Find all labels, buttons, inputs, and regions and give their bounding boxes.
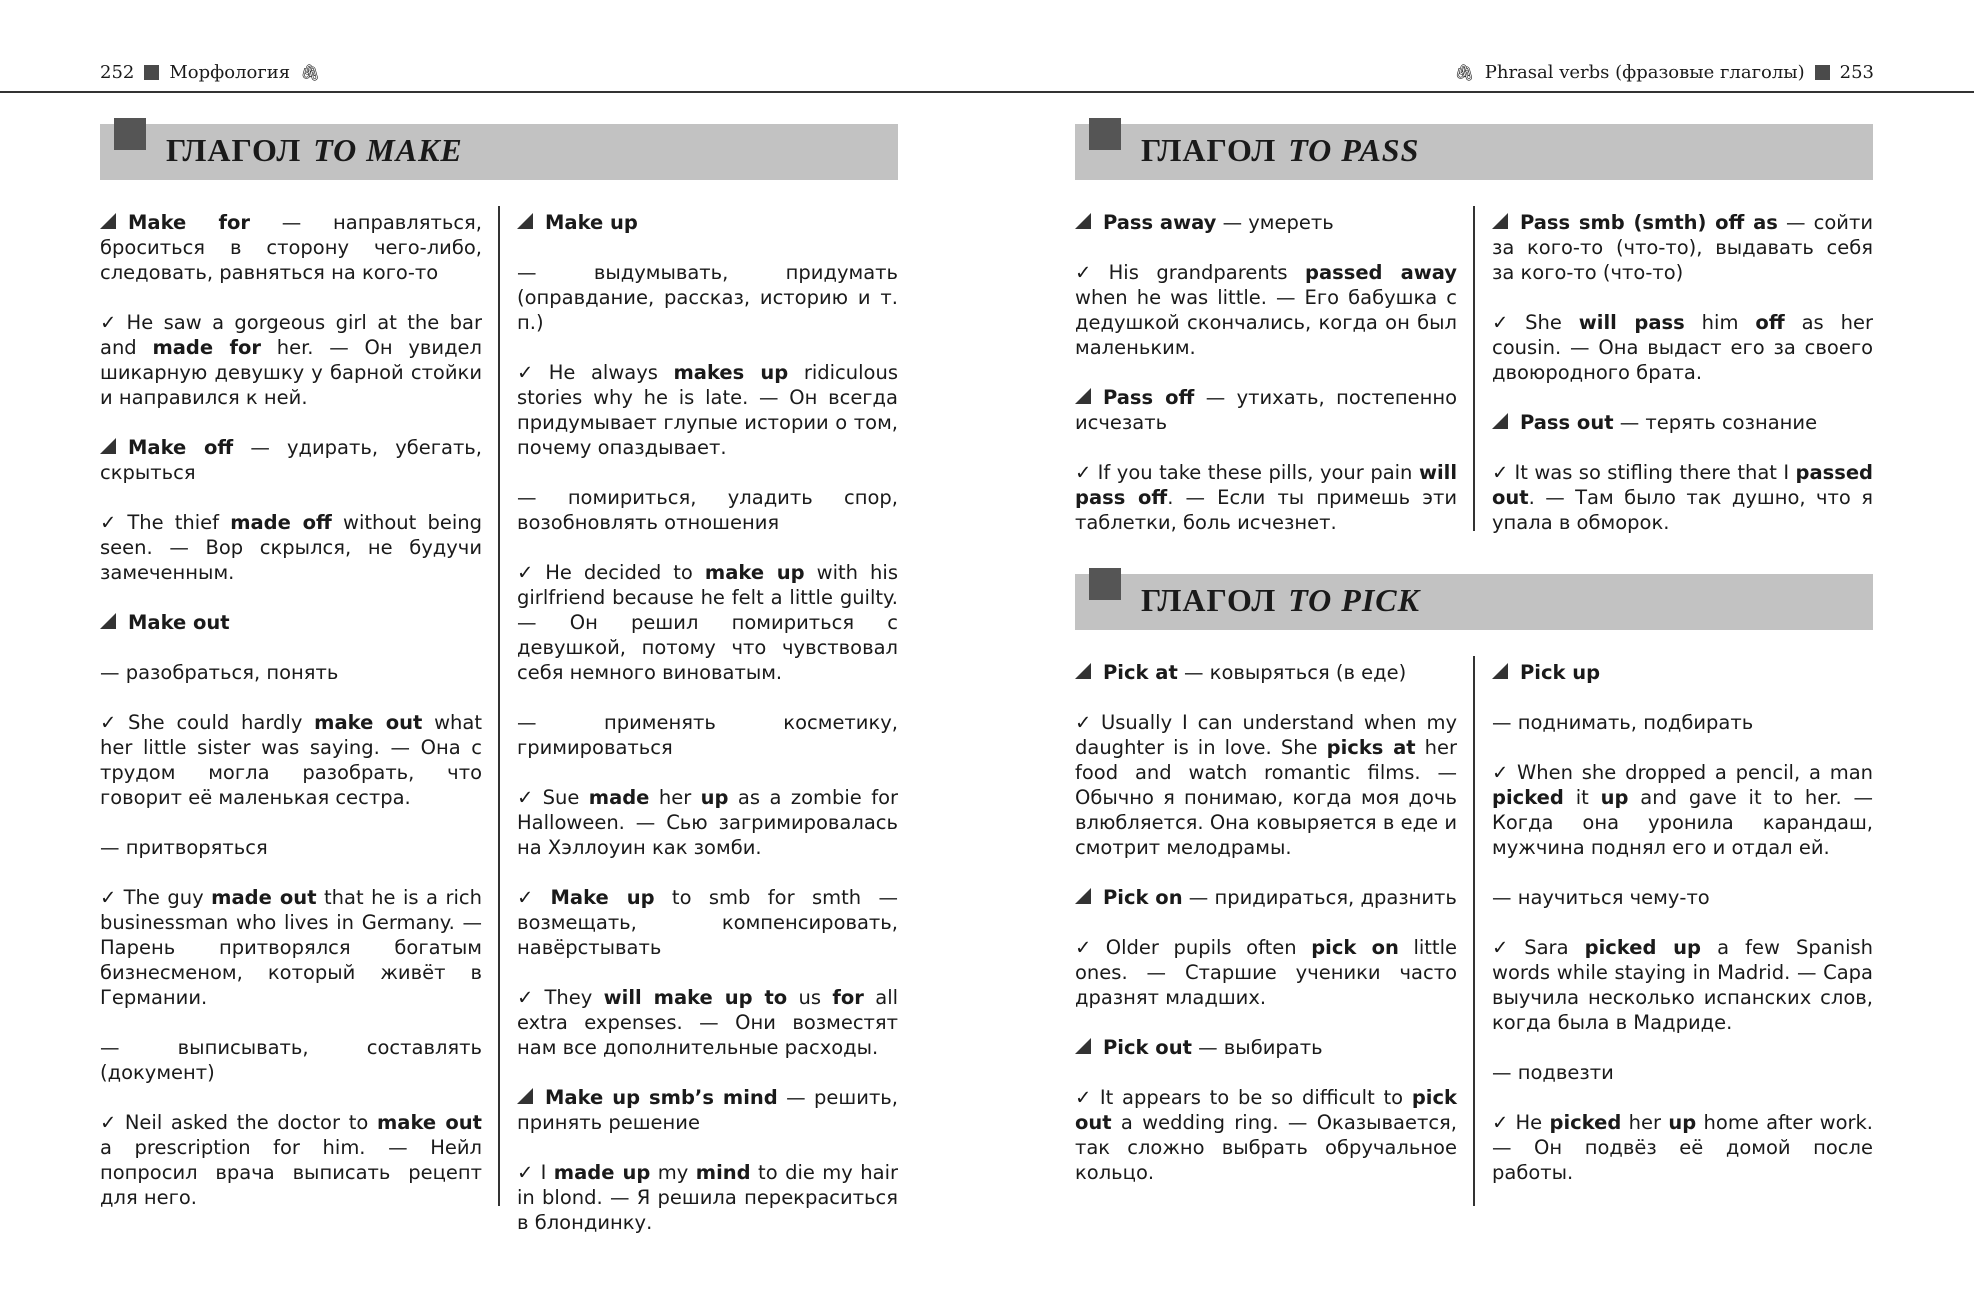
example-text: a wedding ring. — Оказывается, так сложно выбрать обручальное кольцо. [1075,1111,1457,1184]
example-text: to die my hair in blond. — Я решила перекраситься в блондинку. [517,1161,899,1234]
example-bold: make up [704,561,805,584]
example-bold: will pass off [1075,461,1458,509]
entry-term: Pick on [1103,886,1183,909]
example-text: when he was little. — Его бабушка с дедушкой скончались, когда он был маленьким. [1075,286,1457,359]
example-text: The thief [127,511,231,534]
checkmark-icon: ✓ [1492,761,1511,784]
example-text: Neil asked the doctor to [124,1111,377,1134]
example-pass-off-as [1492,310,1873,385]
example-bold: for [832,986,864,1009]
example-text: If you take these pills, your pain [1097,461,1419,484]
example-bold: up [1668,1111,1697,1134]
entry-definition: to smb for smth — возмещать, компенсировать, навёрстывать [517,886,898,959]
example-text: little ones. — Старшие ученики часто дразнят младших. [1075,936,1457,1009]
column-make-2 [517,210,898,1260]
example-bold: made out [211,886,317,909]
entry-term: Pass out [1520,411,1614,434]
example-text: . — Если ты примешь эти таблетки, боль исчезнет. [1075,486,1458,534]
entry-definition: — выбирать [1191,1036,1323,1059]
banner-prefix: ГЛАГОЛ [1141,582,1277,618]
triangle-marker-icon [1075,213,1091,229]
example-make-out-3 [100,1110,482,1210]
entry-definition: — умереть [1216,211,1334,234]
triangle-marker-icon [100,213,116,229]
example-text: She [1525,311,1579,334]
banner-to-make [100,124,898,180]
example-bold: made for [152,336,261,359]
example-text: I [540,1161,554,1184]
example-text: Sue [542,786,589,809]
entry-definition: — ковыряться (в еде) [1177,661,1407,684]
example-make-up-to [517,985,898,1060]
example-text: all extra expenses. — Они возместят нам все дополнительные расходы. [517,986,899,1059]
example-text: her [649,786,701,809]
example-bold: will make up to [603,986,788,1009]
example-pick-up-3 [1492,1110,1873,1185]
meaning-pick-up-2: — научиться чему-то [1492,886,1710,909]
example-bold: passed out [1492,461,1873,509]
entry-term: Make out [128,611,230,634]
entry-term: Make up [550,886,655,909]
entry-term: Make up smb’s mind [545,1086,778,1109]
checkmark-icon: ✓ [100,311,121,334]
example-text: that he is a rich businessman who lives in Germany. — Парень притворялся богатым бизнесменом, который живёт в Германии. [100,886,482,1009]
example-text: She could hardly [127,711,315,734]
checkmark-icon: ✓ [517,561,540,584]
example-bold: picked [1492,786,1564,809]
header-rule [0,91,1974,93]
column-pass-1 [1075,210,1457,560]
column-make-1 [100,210,482,1235]
entry-term: Pick out [1103,1036,1192,1059]
meaning-make-up-2: — помириться, уладить спор, возобновлять отношения [517,486,898,534]
meaning-make-up-3: — применять косметику, гримироваться [517,711,898,759]
column-pick-2 [1492,660,1873,1210]
left-section-title: Морфология [169,62,291,83]
triangle-marker-icon [517,213,533,229]
column-pick-1 [1075,660,1457,1210]
example-bold: off [1755,311,1785,334]
entry-definition: — удирать, убегать, скрыться [100,436,482,484]
banner-to-pick [1075,574,1873,630]
entry-make-out [100,610,482,635]
entry-term: Make up [545,211,638,234]
example-make-out-1 [100,710,482,810]
example-bold: made up [553,1161,651,1184]
checkmark-icon: ✓ [1075,936,1100,959]
checkmark-icon: ✓ [1492,311,1520,334]
example-bold: make out [314,711,423,734]
example-text: He always [548,361,674,384]
example-text: a prescription for him. — Нейл попросил врача выписать рецепт для него. [100,1136,482,1209]
header-square-icon [1815,65,1830,80]
example-bold: up [1600,786,1629,809]
example-make-up-mind [517,1160,898,1235]
checkmark-icon: ✓ [1492,461,1509,484]
example-pick-out [1075,1085,1457,1185]
triangle-marker-icon [1075,888,1091,904]
banner-title [1141,582,1420,619]
example-bold: picked [1549,1111,1622,1134]
example-pick-at [1075,710,1457,860]
example-text: my [650,1161,696,1184]
meaning-make-out-1: — разобраться, понять [100,661,339,684]
entry-pick-out [1075,1035,1457,1060]
checkmark-icon: ✓ [100,886,118,909]
meaning-pick-up-1: — поднимать, подбирать [1492,711,1754,734]
banner-title [166,132,463,169]
triangle-marker-icon [1492,213,1508,229]
checkmark-icon: ✓ [1075,261,1103,284]
example-text: He saw a gorgeous girl at the bar and [100,311,482,359]
meaning-make-out-3: — выписывать, составлять (документ) [100,1036,482,1084]
entry-definition: — направляться, броситься в сторону чего-либо, следовать, равняться на кого-то [100,211,482,284]
example-text: her food and watch romantic films. — Обычно я понимаю, когда моя дочь влюбляется. Она ковыряется в еде и смотрит мелодрамы. [1075,736,1457,859]
checkmark-icon: ✓ [1492,936,1519,959]
entry-pick-up [1492,660,1873,685]
example-bold: pick on [1311,936,1399,959]
triangle-marker-icon [1075,663,1091,679]
example-text: as a zombie for Halloween. — Сью загримировалась на Хэллоуин как зомби. [517,786,899,859]
entry-pass-off-as [1492,210,1873,285]
entry-make-off [100,435,482,485]
entry-pass-off [1075,385,1457,435]
entry-term: Pass away [1103,211,1217,234]
banner-prefix: ГЛАГОЛ [166,132,302,168]
column-divider [1473,206,1475,531]
example-bold: makes up [673,361,789,384]
checkmark-icon: ✓ [517,886,545,909]
checkmark-icon: ✓ [100,511,122,534]
entry-definition: — решить, принять решение [517,1086,898,1134]
entry-make-up-mind [517,1085,898,1135]
example-text: without being seen. — Вор скрылся, не будучи замеченным. [100,511,482,584]
entry-make-for [100,210,482,285]
meaning-make-up-1: — выдумывать, придумать (оправдание, рассказ, историю и т. п.) [517,261,898,334]
triangle-marker-icon [100,613,116,629]
column-pass-2 [1492,210,1873,560]
triangle-marker-icon [1492,413,1508,429]
example-bold: up [700,786,729,809]
example-text: He [1515,1111,1550,1134]
example-bold: will pass [1578,311,1685,334]
checkmark-icon: ✓ [517,1161,535,1184]
entry-term: Pick at [1103,661,1178,684]
right-page-number: 253 [1839,62,1874,83]
checkmark-icon: ✓ [1075,461,1092,484]
banner-verb: TO PASS [1288,132,1420,168]
entry-definition: — придираться, дразнить [1182,886,1457,909]
checkmark-icon: ✓ [517,786,537,809]
right-section-title: Phrasal verbs (фразовые глаголы) [1484,62,1805,83]
example-bold: made [588,786,650,809]
example-make-off [100,510,482,585]
banner-verb: TO PICK [1288,582,1420,618]
paperclip-icon: 🖇 [300,63,321,82]
banner-square-icon [114,118,146,150]
banner-verb: TO MAKE [313,132,463,168]
checkmark-icon: ✓ [100,1111,119,1134]
example-text: what her little sister was saying. — Она с трудом могла разобрать, что говорит её маленькая сестра. [100,711,483,809]
triangle-marker-icon [100,438,116,454]
header-square-icon [144,65,159,80]
example-pick-up-1 [1492,760,1873,860]
example-text: His grandparents [1108,261,1305,284]
paperclip-icon: 🖇 [1454,63,1475,82]
banner-prefix: ГЛАГОЛ [1141,132,1277,168]
right-running-header [1454,62,1874,83]
entry-pick-at [1075,660,1457,685]
example-text: When she dropped a pencil, a man [1516,761,1874,784]
example-make-up-3 [517,785,898,860]
entry-term: Make off [128,436,234,459]
example-make-out-2 [100,885,482,1010]
meaning-pick-up-3: — подвезти [1492,1061,1614,1084]
example-text: and gave it to her. — Когда она уронила карандаш, мужчина поднял его и отдал ей. [1492,786,1873,859]
entry-term: Pass off [1103,386,1195,409]
example-text: . — Там было так душно, что я упала в обморок. [1492,486,1873,534]
example-bold: make out [376,1111,482,1134]
meaning-make-out-2: — притворяться [100,836,268,859]
example-text: They [544,986,604,1009]
example-text: as her cousin. — Она выдаст его за своего двоюродного брата. [1492,311,1874,384]
example-text: home after work. — Он подвёз её домой после работы. [1492,1111,1874,1184]
example-text: Older pupils often [1105,936,1312,959]
example-pass-away [1075,260,1457,360]
entry-term: Make for [128,211,251,234]
example-bold: mind [695,1161,751,1184]
entry-definition: — утихать, постепенно исчезать [1075,386,1458,434]
checkmark-icon: ✓ [517,361,543,384]
entry-term: Pick up [1520,661,1601,684]
left-running-header [100,62,320,83]
example-make-up-1 [517,360,898,460]
triangle-marker-icon [1075,388,1091,404]
example-text: with his girlfriend because he felt a little guilty. — Он решил помириться с девушкой, потому что чувствовал себя немного виноватым. [517,561,898,684]
left-page-number: 252 [100,62,135,83]
example-text: He decided to [545,561,705,584]
checkmark-icon: ✓ [100,711,122,734]
entry-make-up-to [517,885,898,960]
column-divider [1473,656,1475,1206]
banner-square-icon [1089,118,1121,150]
triangle-marker-icon [517,1088,533,1104]
triangle-marker-icon [1075,1038,1091,1054]
example-make-for [100,310,482,410]
example-text: Usually I can understand when my daughter is in love. She [1075,711,1457,759]
example-text: us [787,986,833,1009]
triangle-marker-icon [1492,663,1508,679]
entry-pass-away [1075,210,1457,235]
banner-to-pass [1075,124,1873,180]
banner-square-icon [1089,568,1121,600]
example-pass-out [1492,460,1873,535]
checkmark-icon: ✓ [517,986,539,1009]
example-text: Sara [1524,936,1585,959]
example-pass-off [1075,460,1457,535]
entry-definition: — терять сознание [1613,411,1818,434]
example-bold: made off [230,511,332,534]
example-bold: passed away [1304,261,1458,284]
entry-term: Pass smb (smth) off as [1520,211,1778,234]
checkmark-icon: ✓ [1492,1111,1510,1134]
example-bold: picked up [1584,936,1701,959]
example-text: her. — Он увидел шикарную девушку у барной стойки и направился к ней. [100,336,483,409]
checkmark-icon: ✓ [1075,1086,1094,1109]
example-bold: picks at [1326,736,1416,759]
entry-definition: — сойти за кого-то (что-то), выдавать себя за кого-то (что-то) [1492,211,1873,284]
example-text: him [1684,311,1756,334]
example-text: her [1621,1111,1669,1134]
example-bold: pick out [1075,1086,1457,1134]
example-text: it [1563,786,1601,809]
example-pick-on [1075,935,1457,1010]
example-text: It appears to be so difficult to [1099,1086,1412,1109]
example-text: The guy [123,886,212,909]
column-divider [498,206,500,1206]
example-text: ridiculous stories why he is late. — Он всегда придумывает глупые истории о том, почему опаздывает. [517,361,898,459]
entry-pick-on [1075,885,1457,910]
checkmark-icon: ✓ [1075,711,1095,734]
example-text: a few Spanish words while staying in Madrid. — Сара выучила несколько испанских слов, когда была в Мадриде. [1492,936,1874,1034]
entry-pass-out [1492,410,1873,435]
banner-title [1141,132,1419,169]
example-text: It was so stifling there that I [1514,461,1796,484]
example-make-up-2 [517,560,898,685]
entry-make-up [517,210,898,235]
example-pick-up-2 [1492,935,1873,1035]
